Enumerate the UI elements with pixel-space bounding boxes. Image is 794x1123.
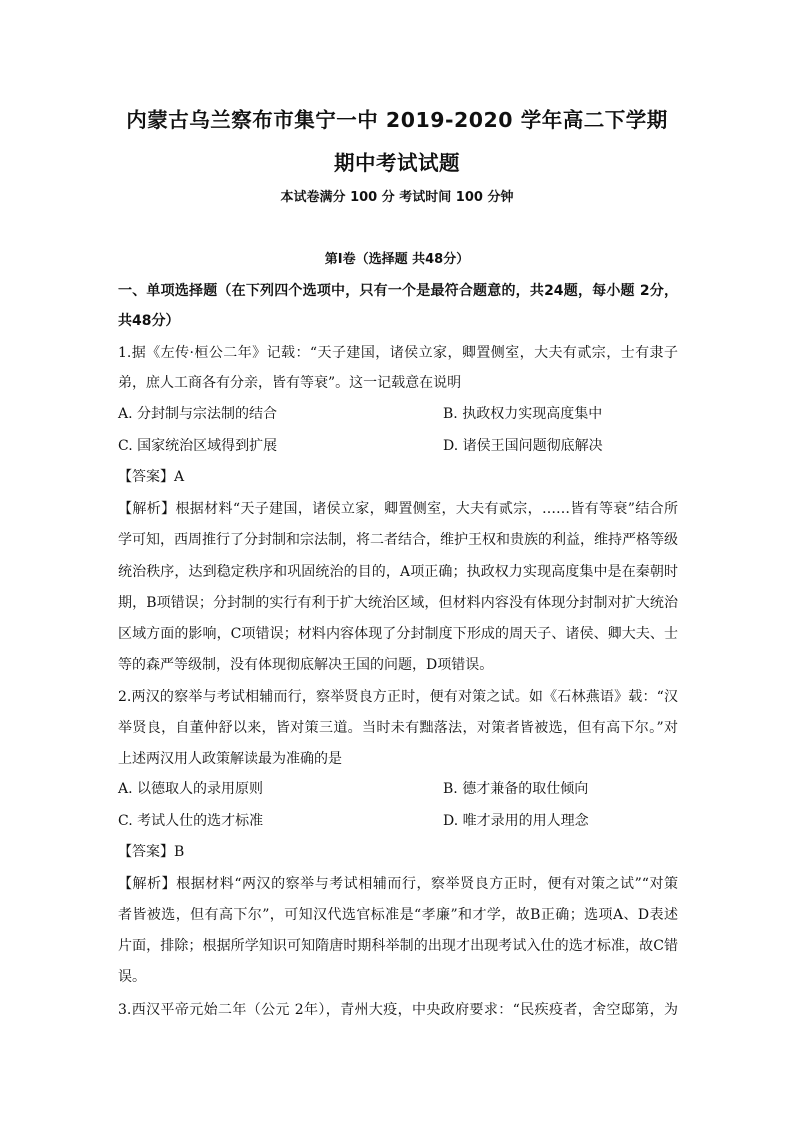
question-2-option-d: D. 唯才录用的用人理念: [443, 813, 589, 829]
section-instruction-cont: 共48分）: [118, 313, 180, 329]
question-1-option-b: B. 执政权力实现高度集中: [443, 406, 603, 422]
question-2-stem-cont: 举贤良，自董仲舒以来，皆对策三道。当时未有黜落法，对策者皆被选，但有高下尔。”对: [118, 720, 678, 736]
question-1-option-a: A. 分封制与宗法制的结合: [118, 406, 278, 422]
exam-title-line2: 期中考试试题: [334, 151, 460, 175]
question-2-stem: 2.两汉的察举与考试相辅而行，察举贤良方正时，便有对策之试。如《石林燕语》载：“汉: [118, 689, 678, 705]
section-heading: 第Ⅰ卷（选择题 共48分）: [324, 252, 470, 267]
question-2-option-b: B. 德才兼备的取仕倾向: [443, 781, 589, 797]
question-1-analysis-line: 【解析】根据材料“天子建国，诸侯立家，卿置侧室，大夫有贰宗，……皆有等衰”结合所: [118, 501, 678, 517]
exam-title-line1: 内蒙古乌兰察布市集宁一中 2019-2020 学年高二下学期: [126, 108, 668, 132]
question-2-analysis-line: 者皆被选，但有高下尔”，可知汉代选官标准是“孝廉”和才学，故B正确；选项A、D表述: [118, 907, 678, 923]
question-1-option-d: D. 诸侯王国问题彻底解决: [443, 438, 603, 454]
question-2-answer: 【答案】B: [118, 844, 185, 860]
question-3-stem: 3.西汉平帝元始二年（公元 2年），青州大疫，中央政府要求：“民疾疫者，舍空邸第，为: [118, 1002, 678, 1018]
question-1-answer: 【答案】A: [118, 469, 185, 485]
question-2-stem-cont: 上述两汉用人政策解读最为准确的是: [118, 751, 342, 767]
question-2-analysis-line: 片面，排除；根据所学知识可知隋唐时期科举制的出现才出现考试入仕的选才标准，故C错: [118, 938, 678, 954]
question-1-stem-cont: 弟，庶人工商各有分亲，皆有等衰”。这一记载意在说明: [118, 375, 462, 391]
question-1-analysis-line: 统治秩序，达到稳定秩序和巩固统治的目的，A项正确；执政权力实现高度集中是在秦朝时: [118, 564, 678, 580]
question-1-analysis-line: 期，B项错误；分封制的实行有利于扩大统治区域，但材料内容没有体现分封制对扩大统治: [118, 595, 678, 611]
question-1-option-c: C. 国家统治区域得到扩展: [118, 438, 278, 454]
question-2-analysis-line: 误。: [118, 969, 146, 985]
question-2-option-a: A. 以德取人的录用原则: [118, 781, 264, 797]
question-1-analysis-line: 区域方面的影响，C项错误；材料内容体现了分封制度下形成的周天子、诸侯、卿大夫、士: [118, 626, 678, 642]
question-2-option-c: C. 考试人仕的选才标准: [118, 813, 264, 829]
question-1-analysis-line: 等的森严等级制，没有体现彻底解决王国的问题，D项错误。: [118, 657, 494, 673]
question-1-stem: 1.据《左传·桓公二年》记载：“天子建国，诸侯立家，卿置侧室，大夫有贰宗，士有隶子: [118, 345, 678, 361]
question-2-analysis-line: 【解析】根据材料“两汉的察举与考试相辅而行，察举贤良方正时，便有对策之试”“对策: [118, 876, 678, 892]
section-instruction: 一、单项选择题（在下列四个选项中，只有一个是最符合题意的，共24题，每小题 2分，: [118, 283, 678, 299]
question-1-analysis-line: 学可知，西周推行了分封制和宗法制，将二者结合，维护王权和贵族的利益，维持严格等级: [118, 532, 678, 548]
exam-subtitle: 本试卷满分 100 分 考试时间 100 分钟: [280, 190, 514, 205]
